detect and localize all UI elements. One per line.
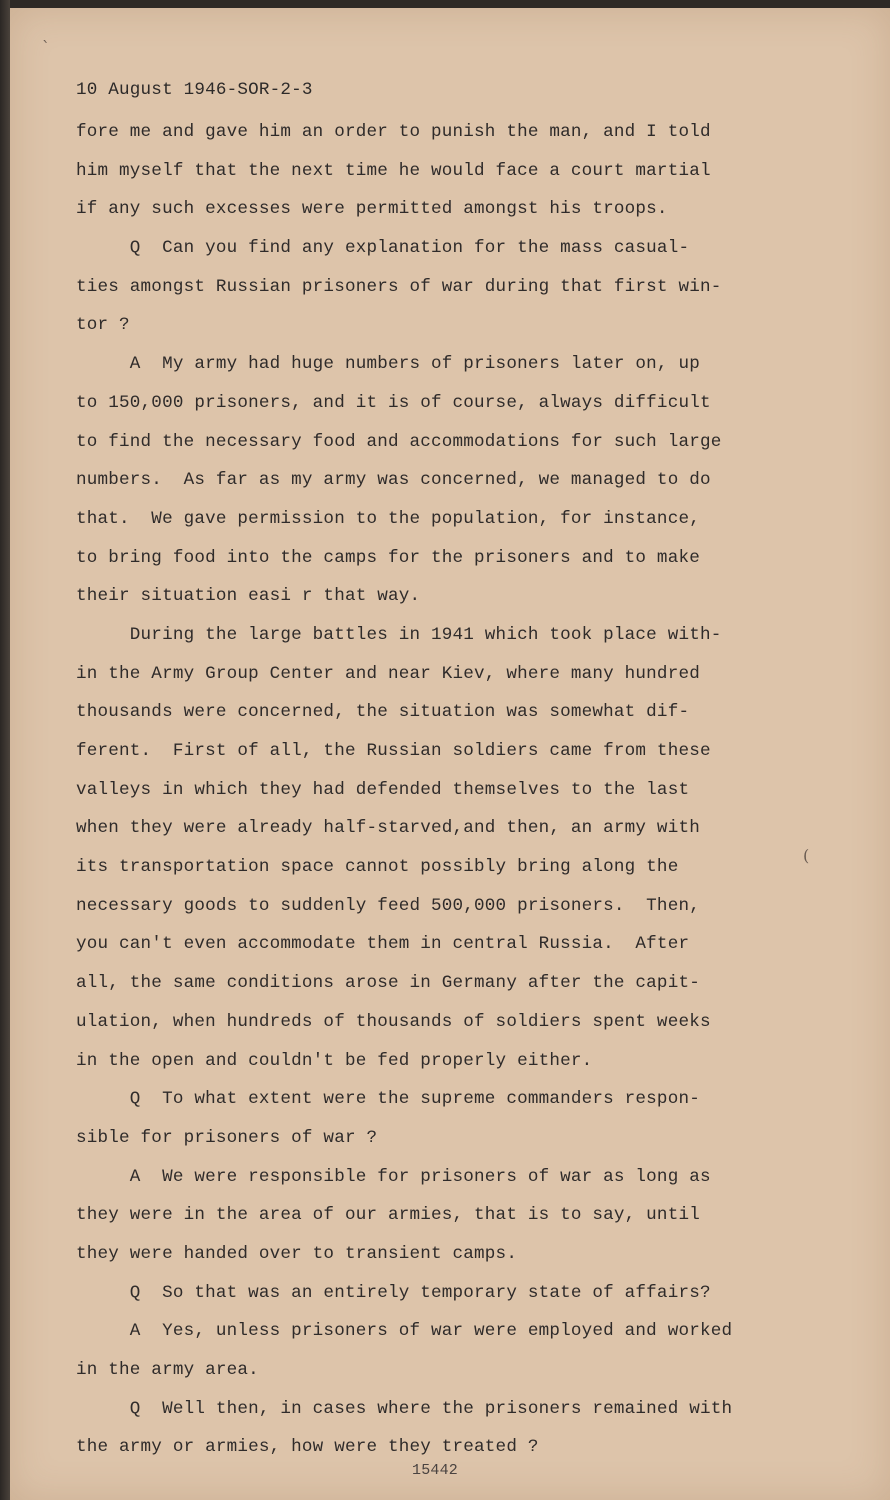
text-line: valleys in which they had defended themselves to the last	[76, 779, 690, 800]
scan-left-edge	[0, 0, 10, 1500]
pencil-mark: (	[803, 846, 810, 865]
text-line: to bring food into the camps for the prisoners and to make	[76, 547, 700, 568]
text-line: in the army area.	[76, 1360, 259, 1380]
text-line: Q Well then, in cases where the prisoners remained with	[76, 1398, 733, 1419]
text-line: A We were responsible for prisoners of war as long as	[76, 1166, 711, 1187]
text-line: tor ?	[76, 315, 130, 336]
text-line: ties amongst Russian prisoners of war during that first win-	[76, 276, 722, 297]
text-line: when they were already half-starved,and then, an army with	[76, 818, 700, 839]
page-number: 15442	[412, 1462, 459, 1479]
text-line: that. We gave permission to the population, for instance,	[76, 508, 700, 529]
text-line: their situation easi r that way.	[76, 586, 421, 607]
text-line: if any such excesses were permitted amongst his troops.	[76, 199, 668, 220]
document-body	[76, 119, 732, 1473]
text-line: all, the same conditions arose in Germany after the capit-	[76, 973, 700, 994]
text-line: in the open and couldn't be fed properly either.	[76, 1050, 593, 1071]
text-line: fore me and gave him an order to punish the man, and I told	[76, 122, 711, 142]
text-line: thousands were concerned, the situation was somewhat dif-	[76, 702, 690, 723]
text-line: its transportation space cannot possibly bring along the	[76, 857, 679, 878]
text-line: to 150,000 prisoners, and it is of course, always difficult	[76, 392, 711, 413]
text-line: A My army had huge numbers of prisoners later on, up	[76, 354, 700, 375]
text-line: the army or armies, how were they treated ?	[76, 1437, 539, 1458]
text-line: numbers. As far as my army was concerned, we managed to do	[76, 470, 711, 491]
text-line: Q To what extent were the supreme commanders respon-	[76, 1089, 700, 1110]
document-header: 10 August 1946-SOR-2-3	[76, 80, 313, 100]
text-line: ulation, when hundreds of thousands of soldiers spent weeks	[76, 1011, 711, 1032]
text-line: in the Army Group Center and near Kiev, where many hundred	[76, 663, 700, 684]
text-line: they were handed over to transient camps.	[76, 1243, 518, 1264]
text-line: Q So that was an entirely temporary state of affairs?	[76, 1282, 711, 1303]
text-line: they were in the area of our armies, that is to say, until	[76, 1205, 700, 1226]
text-line: During the large battles in 1941 which took place with-	[76, 624, 722, 645]
text-line: him myself that the next time he would face a court martial	[76, 160, 711, 181]
text-line: ferent. First of all, the Russian soldiers came from these	[76, 741, 711, 761]
text-line: to find the necessary food and accommodations for such large	[76, 431, 722, 452]
text-line: sible for prisoners of war ?	[76, 1127, 378, 1148]
smudge-mark: ˋ	[42, 38, 50, 57]
text-line: Q Can you find any explanation for the mass casual-	[76, 238, 690, 259]
text-line: you can't even accommodate them in central Russia. After	[76, 934, 690, 955]
scan-top-edge	[0, 0, 890, 8]
text-line: A Yes, unless prisoners of war were employed and worked	[76, 1321, 733, 1342]
text-line: necessary goods to suddenly feed 500,000 prisoners. Then,	[76, 895, 700, 916]
